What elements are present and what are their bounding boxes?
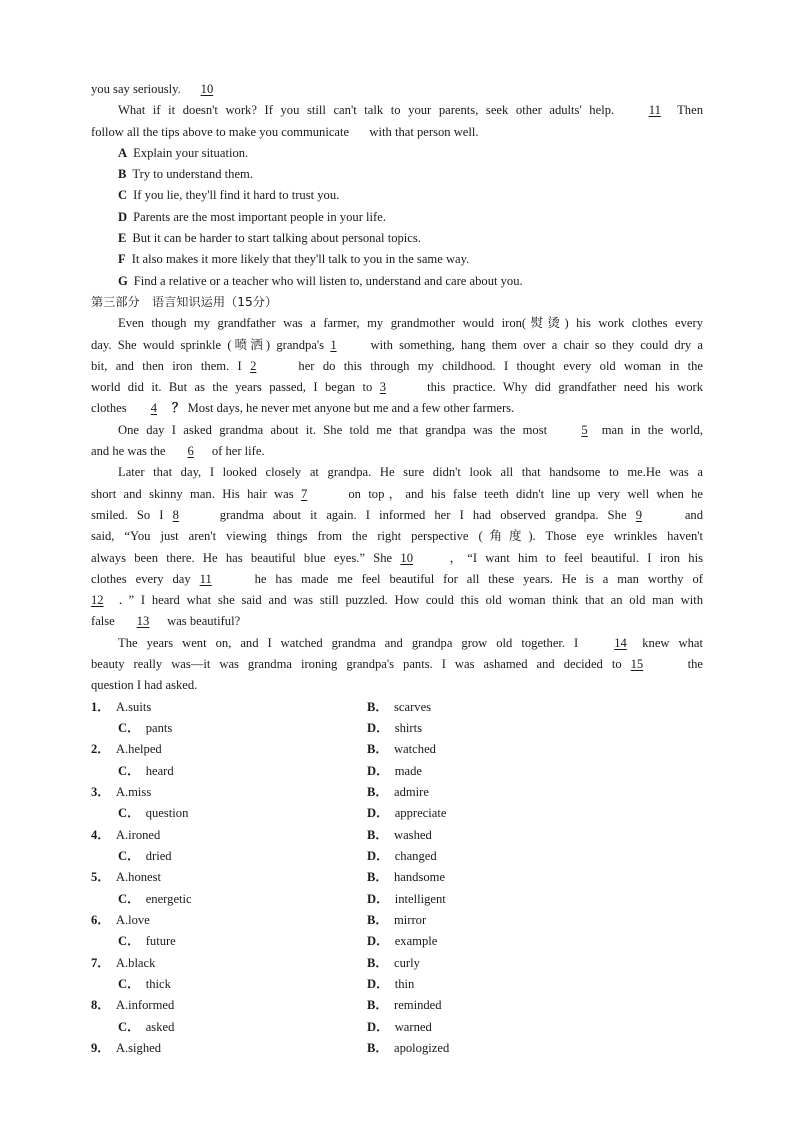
cloze-line — [91, 441, 703, 462]
question-row-a — [91, 825, 703, 846]
option-c-text: heard — [145, 763, 174, 778]
blank-7: 7 — [300, 486, 308, 501]
option-c-text: dried — [145, 849, 172, 864]
reading-text: What if it doesn't work? If you still can't talk to your parents, seek other adults' help. — [118, 103, 615, 118]
cloze-text: bit, and then iron them. I — [91, 358, 242, 373]
cloze-line — [91, 505, 703, 526]
question-number: 9 — [91, 1041, 98, 1056]
option-letter: A — [118, 145, 128, 160]
reading-text: follow all the tips above to make you communicate — [91, 124, 350, 139]
option-letter: A. — [115, 742, 129, 757]
option-letter: E — [118, 231, 127, 246]
option-c-text: thick — [145, 977, 171, 992]
option-c: C． dried — [118, 849, 172, 864]
option-a-text: suits — [128, 699, 152, 714]
option-d-text: shirts — [394, 720, 422, 735]
cloze-text: ．” I heard what she said and was still puzzled. How could this old woman think that an old man with — [115, 593, 703, 608]
option-b-text: scarves — [394, 699, 432, 714]
blank-1: 1 — [330, 337, 337, 352]
option-d-text: warned — [394, 1019, 432, 1034]
option-a: 8． A.informed — [91, 998, 175, 1013]
reading-option — [91, 185, 703, 206]
option-a: 3． A.miss — [91, 784, 152, 799]
cloze-text: Later that day, I looked — [118, 465, 257, 480]
question-row-a — [91, 995, 703, 1016]
option-a: 7． A.black — [91, 955, 156, 970]
question-row-c — [91, 846, 703, 867]
cloze-line — [91, 611, 703, 632]
option-b: B． handsome — [367, 870, 446, 885]
cloze-text: beauty really was—it was grandma ironing grandpa's pants. I was ashamed and decided to — [91, 657, 622, 672]
cloze-text: world did it. But as the years passed, I began to — [91, 380, 373, 395]
option-b-text: curly — [394, 955, 420, 970]
blank-5: 5 — [581, 422, 588, 437]
blank-8: 8 — [172, 507, 179, 522]
cloze-text: he has made me feel beautiful for all these years. He is a man worthy of — [254, 571, 703, 586]
option-letter: G — [118, 273, 128, 288]
cloze-text: the — [687, 657, 703, 672]
option-a-text: love — [128, 913, 150, 928]
cloze-text: false — [91, 614, 115, 629]
reading-option — [91, 271, 703, 292]
reading-option — [91, 249, 703, 270]
cloze-text: question I had asked. — [91, 678, 198, 693]
reading-option — [91, 143, 703, 164]
question-row-a — [91, 953, 703, 974]
question-mark: ？ — [171, 401, 185, 416]
option-d: D． made — [367, 763, 422, 778]
reading-line-2 — [91, 100, 703, 121]
option-d-text: thin — [394, 977, 415, 992]
option-b: B． admire — [367, 784, 429, 799]
cloze-text: her do this through my childhood. I thought every old woman in the — [298, 358, 703, 373]
option-a-text: miss — [128, 784, 152, 799]
question-row-a — [91, 867, 703, 888]
option-d: D． changed — [367, 849, 437, 864]
option-letter: A. — [115, 784, 129, 799]
cloze-text: closely — [265, 465, 302, 480]
blank-14: 14 — [614, 635, 627, 650]
option-d-text: changed — [394, 849, 437, 864]
question-number: 2 — [91, 742, 98, 757]
cloze-line — [91, 590, 703, 611]
cloze-text: The years went on, and I watched grandma and grandpa grow old together. I — [118, 635, 579, 650]
option-text: But it can be harder to start talking about personal topics. — [132, 231, 421, 246]
cloze-line — [91, 484, 703, 505]
option-a-text: helped — [128, 742, 162, 757]
blank-12: 12 — [91, 593, 104, 608]
option-a-text: ironed — [128, 827, 161, 842]
option-a: 1． A.suits — [91, 699, 152, 714]
cloze-text: day. She would sprinkle (喷洒) grandpa's — [91, 337, 325, 352]
option-c: C． energetic — [118, 891, 192, 906]
question-number: 8 — [91, 998, 98, 1013]
option-d-text: example — [394, 934, 438, 949]
option-b-text: watched — [394, 742, 436, 757]
cloze-line — [91, 675, 703, 696]
cloze-text: grandma about it again. I informed her I had observed grandpa. She — [219, 507, 627, 522]
option-b: B． mirror — [367, 913, 427, 928]
blank-3: 3 — [379, 380, 386, 395]
option-letter: B — [118, 167, 127, 182]
question-number: 7 — [91, 955, 98, 970]
option-d: D． warned — [367, 1019, 432, 1034]
cloze-line — [91, 398, 703, 419]
option-d-text: made — [394, 763, 422, 778]
option-letter: F — [118, 252, 126, 267]
page-content — [91, 79, 703, 1059]
option-c: C． heard — [118, 763, 174, 778]
option-letter: A. — [115, 955, 129, 970]
option-b-text: mirror — [394, 913, 427, 928]
option-letter: A. — [115, 998, 129, 1013]
cloze-text: with something, hang them over a chair so they could dry a — [370, 337, 704, 352]
option-letter: A. — [115, 913, 129, 928]
option-letter: A. — [115, 870, 129, 885]
option-text: Try to understand them. — [132, 167, 253, 182]
blank-15: 15 — [630, 657, 644, 672]
option-text: Explain your situation. — [133, 145, 249, 160]
option-c-text: asked — [145, 1019, 175, 1034]
option-d: D． thin — [367, 977, 415, 992]
cloze-text: man in the world, — [601, 422, 703, 437]
cloze-text: at grandpa. He sure didn't look all that handsome to me.He was a — [309, 465, 703, 480]
option-d-text: appreciate — [394, 806, 447, 821]
option-b-text: washed — [394, 827, 432, 842]
cloze-text: and — [684, 507, 704, 522]
cloze-text: One day I asked grandma about it. She told me that grandpa was the most — [118, 422, 548, 437]
option-c: C． future — [118, 934, 176, 949]
option-b: B． apologized — [367, 1041, 450, 1056]
question-row-a — [91, 697, 703, 718]
option-a: 4． A.ironed — [91, 827, 161, 842]
option-c-text: pants — [145, 720, 173, 735]
blank-10-cloze: 10 — [400, 550, 413, 565]
option-a: 5． A.honest — [91, 870, 162, 885]
question-row-c — [91, 974, 703, 995]
cloze-text: was beautiful? — [167, 614, 241, 629]
question-number: 4 — [91, 827, 98, 842]
question-row-c — [91, 718, 703, 739]
option-letter: C — [118, 188, 128, 203]
blank-6: 6 — [187, 444, 194, 459]
option-b: B． reminded — [367, 998, 442, 1013]
question-row-a — [91, 1038, 703, 1059]
question-row-c — [91, 761, 703, 782]
option-a-text: black — [128, 955, 156, 970]
cloze-text: short and skinny man. His hair was — [91, 486, 294, 501]
reading-line-1 — [91, 79, 703, 100]
option-c-text: energetic — [145, 891, 192, 906]
blank-4: 4 — [150, 401, 157, 416]
cloze-text: on top，and his false teeth didn't line up very well when he — [348, 486, 704, 501]
blank-11: 11 — [648, 103, 661, 118]
cloze-line — [91, 526, 703, 547]
question-row-a — [91, 782, 703, 803]
cloze-line — [91, 462, 703, 483]
cloze-line — [91, 313, 703, 334]
cloze-text: Most days, he never met anyone but me and a few other farmers. — [187, 401, 515, 416]
option-d: D． appreciate — [367, 806, 447, 821]
question-row-c — [91, 803, 703, 824]
cloze-line — [91, 633, 703, 654]
option-b: B． curly — [367, 955, 420, 970]
question-row-a — [91, 910, 703, 931]
cloze-text: clothes — [91, 401, 127, 416]
option-a: 2． A.helped — [91, 742, 162, 757]
option-d-text: intelligent — [394, 891, 446, 906]
option-letter: A. — [115, 699, 129, 714]
option-b: B． washed — [367, 827, 432, 842]
option-letter: A. — [115, 1041, 129, 1056]
cloze-text: Even though my grandfather was a farmer, my grandmother would iron(熨烫) his work clothes every — [118, 316, 703, 331]
cloze-text: perspective (角度). Those eye wrinkles haven't — [411, 529, 704, 544]
reading-text: you say seriously. — [91, 82, 181, 96]
reading-text: Then — [677, 103, 703, 118]
option-b: B． watched — [367, 742, 436, 757]
cloze-line — [91, 420, 703, 441]
blank-2: 2 — [250, 358, 257, 373]
cloze-text: clothes every day — [91, 571, 191, 586]
question-number: 6 — [91, 913, 98, 928]
option-letter: A. — [115, 827, 129, 842]
cloze-text: knew what — [642, 635, 703, 650]
option-a-text: informed — [128, 998, 175, 1013]
reading-line-3 — [91, 122, 703, 143]
blank-9: 9 — [635, 507, 642, 522]
cloze-text: right — [377, 529, 402, 544]
option-b-text: apologized — [394, 1041, 450, 1056]
option-d: D． intelligent — [367, 891, 446, 906]
cloze-line — [91, 654, 703, 675]
blank-10: 10 — [200, 82, 214, 96]
cloze-line — [91, 356, 703, 377]
cloze-text: of her life. — [211, 444, 265, 459]
option-c-text: future — [145, 934, 176, 949]
option-text: If you lie, they'll find it hard to trust you. — [133, 188, 340, 203]
cloze-text: and he was the — [91, 444, 166, 459]
reading-option — [91, 207, 703, 228]
cloze-line — [91, 335, 703, 356]
cloze-line — [91, 548, 703, 569]
question-row-c — [91, 889, 703, 910]
cloze-text: this practice. Why did grandfather need his work — [427, 380, 703, 395]
question-row-c — [91, 931, 703, 952]
section-heading: 第三部分 语言知识运用（15分） — [91, 294, 278, 309]
question-row-a — [91, 739, 703, 760]
cloze-line — [91, 377, 703, 398]
option-letter: D — [118, 209, 128, 224]
option-text: Parents are the most important people in your life. — [133, 209, 386, 224]
option-a-text: sighed — [128, 1041, 162, 1056]
blank-13: 13 — [136, 614, 150, 629]
option-text: It also makes it more likely that they'll talk to you in the same way. — [131, 252, 470, 267]
option-a: 6． A.love — [91, 913, 150, 928]
option-d: D． shirts — [367, 720, 422, 735]
cloze-text: ，“I want him to feel beautiful. I iron his — [444, 550, 703, 565]
option-text: Find a relative or a teacher who will listen to, understand and care about you. — [133, 273, 523, 288]
question-row-c — [91, 1017, 703, 1038]
option-b-text: admire — [394, 784, 429, 799]
option-c: C． question — [118, 806, 189, 821]
option-d: D． example — [367, 934, 438, 949]
option-a: 9． A.sighed — [91, 1041, 162, 1056]
cloze-text: always been there. He has beautiful blue eyes.” She — [91, 550, 393, 565]
blank-11-cloze: 11 — [199, 571, 212, 586]
question-number: 3 — [91, 784, 98, 799]
option-c: C． thick — [118, 977, 171, 992]
cloze-text: said, “You just aren't viewing things from the — [91, 529, 368, 544]
reading-option — [91, 164, 703, 185]
option-b-text: reminded — [394, 998, 442, 1013]
option-c: C． pants — [118, 720, 173, 735]
cloze-text: smiled. So I — [91, 507, 164, 522]
option-a-text: honest — [128, 870, 162, 885]
option-c: C． asked — [118, 1019, 175, 1034]
reading-text: with that person well. — [369, 124, 479, 139]
option-b: B． scarves — [367, 699, 432, 714]
option-b-text: handsome — [394, 870, 446, 885]
reading-option — [91, 228, 703, 249]
question-number: 5 — [91, 870, 98, 885]
question-number: 1 — [91, 699, 98, 714]
cloze-line — [91, 569, 703, 590]
option-c-text: question — [145, 806, 189, 821]
